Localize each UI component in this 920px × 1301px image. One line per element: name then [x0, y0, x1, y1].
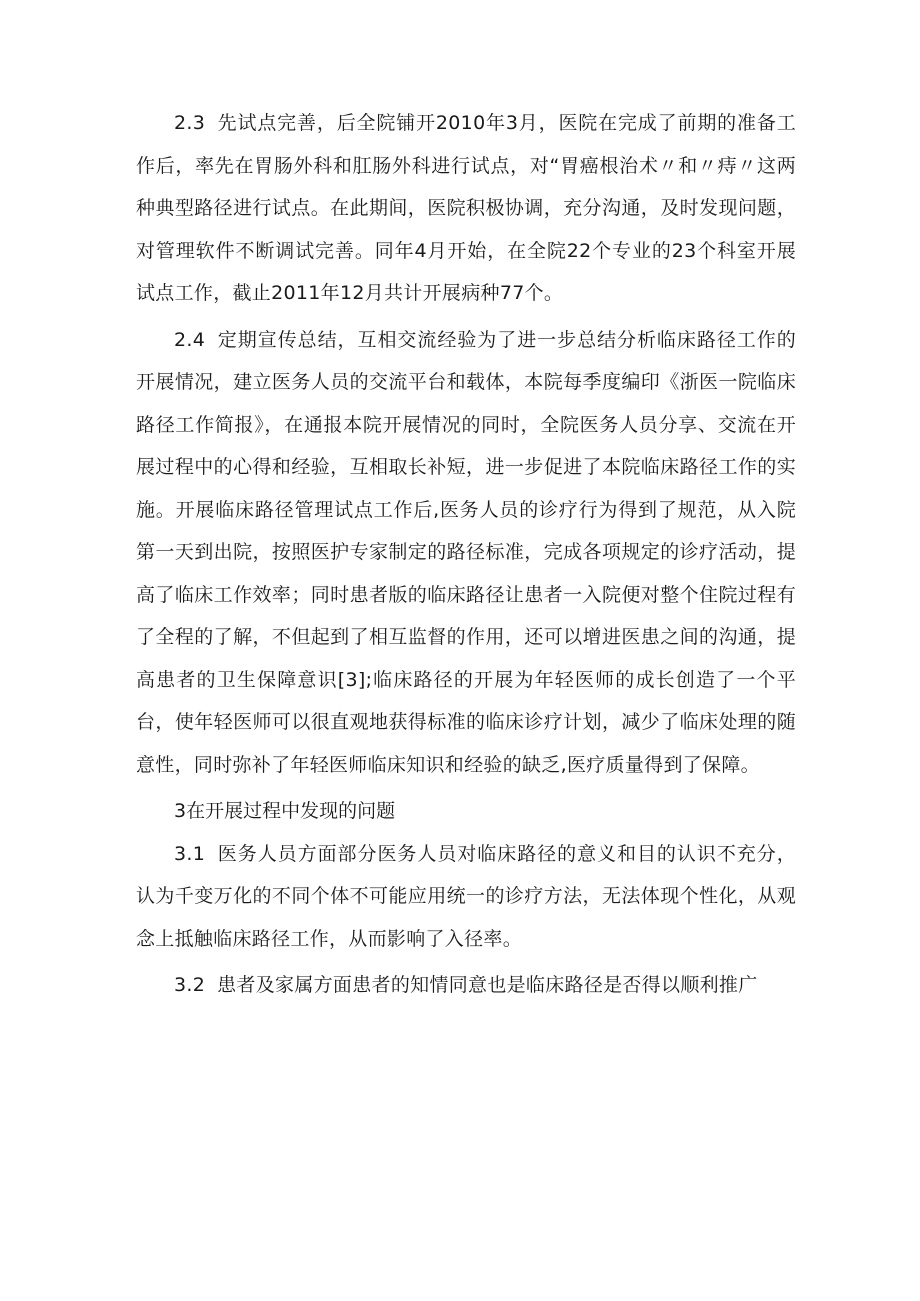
paragraph-3-2 [136, 964, 796, 1007]
section-heading: 3在开展过程中发现的问题 [174, 800, 396, 822]
section-number: 2.3 [174, 112, 206, 134]
paragraph-text: 患者及家属方面患者的知情同意也是临床路径是否得以顺利推广 [217, 974, 758, 996]
paragraph-text: 定期宣传总结，互相交流经验为了进一步总结分析临床路径工作的开展情况，建立医务人员的交流平台和载体，本院每季度编印《浙医一院临床路径工作简报》，在通报本院开展情况的同时，全院医务人员分享、交流在开展过程中的心得和经验，互相取长补短，进一步促进了本院临床路径工作的实施。开展临床路径管理试点工作后,医务人员的诊疗行为得到了规范，从入院第一天到出院，按照医护专家制定的路径标准，完成各项规定的诊疗活动，提高了临床工作效率；同时患者版的临床路径让患者一入院便对整个住院过程有了全程的了解，不但起到了相互监督的作用，还可以增进医患之间的沟通，提高患者的卫生保障意识[3];临床路径的开展为年轻医师的成长创造了一个平台，使年轻医师可以很直观地获得标准的临床诊疗计划，减少了临床处理的随意性，同时弥补了年轻医师临床知识和经验的缺乏,医疗质量得到了保障。 [136, 328, 796, 776]
paragraph-3-1 [136, 833, 796, 961]
document-body [136, 102, 796, 1007]
section-number: 3.2 [174, 974, 206, 996]
section-number: 3.1 [174, 842, 206, 865]
paragraph-text: 先试点完善，后全院铺开2010年3月，医院在完成了前期的准备工作后，率先在胃肠外科和肛肠外科进行试点，对“胃癌根治术〃和〃痔〃这两种典型路径进行试点。在此期间，医院积极协调，充分沟通，及时发现问题，对管理软件不断调试完善。同年4月开始，在全院22个专业的23个科室开展试点工作，截止2011年12月共计开展病种77个。 [136, 112, 796, 304]
paragraph-2-3 [136, 102, 796, 315]
paragraph-2-4 [136, 319, 796, 787]
paragraph-text: 医务人员方面部分医务人员对临床路径的意义和目的认识不充分，认为千变万化的不同个体不可能应用统一的诊疗方法，无法体现个性化，从观念上抵触临床路径工作，从而影响了入径率。 [136, 842, 796, 950]
section-number: 2.4 [174, 328, 206, 351]
